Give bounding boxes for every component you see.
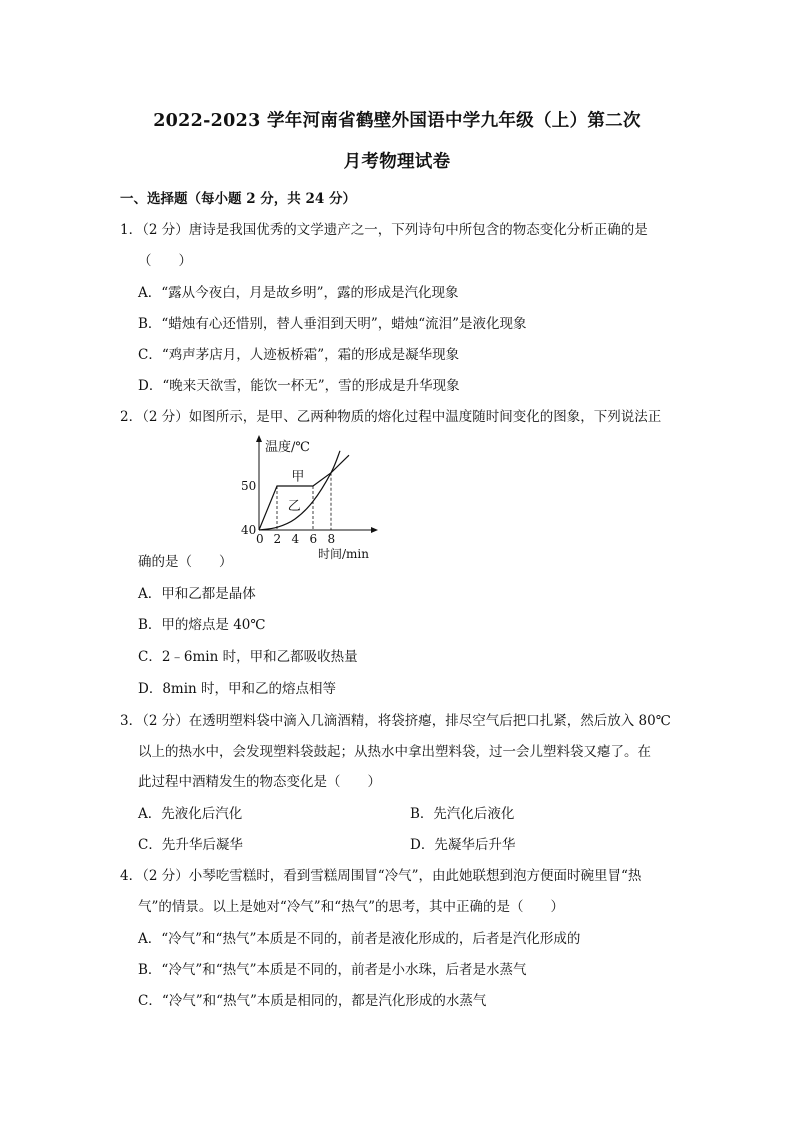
q3-option-b: B．先汽化后液化 bbox=[410, 806, 515, 822]
x-tick-label: 4 bbox=[291, 532, 300, 546]
series-jia-line bbox=[259, 455, 349, 530]
q2-chart bbox=[230, 428, 390, 564]
q4-option-c: C．“冷气”和“热气”本质是相同的，都是汽化形成的水蒸气 bbox=[138, 993, 487, 1009]
q4-option-b: B．“冷气”和“热气”本质是不同的，前者是小水珠，后者是水蒸气 bbox=[138, 962, 527, 978]
series-yi-curve bbox=[259, 451, 340, 530]
q1-option-d: D．“晚来天欲雪，能饮一杯无”，雪的形成是升华现象 bbox=[138, 378, 460, 394]
x-axis-arrow bbox=[371, 527, 378, 533]
q3-option-c: C．先升华后凝华 bbox=[138, 837, 243, 853]
q4-stem-line2: 气”的情景。以上是她对“冷气”和“热气”的思考，其中正确的是（ ） bbox=[138, 899, 565, 915]
q1-option-c: C．“鸡声茅店月，人迹板桥霜”，霜的形成是凝华现象 bbox=[138, 347, 460, 363]
y-axis-arrow bbox=[256, 435, 262, 442]
y-axis-label: 温度/℃ bbox=[265, 440, 310, 455]
q2-option-d: D．8min 时，甲和乙的熔点相等 bbox=[138, 681, 337, 697]
q3-option-a: A．先液化后汽化 bbox=[138, 806, 243, 822]
q3-stem-line1: 3．（2 分）在透明塑料袋中滴入几滴酒精，将袋挤瘪，排尽空气后把口扎紧，然后放入 80℃ bbox=[120, 713, 671, 729]
q2-stem-line1: 2．（2 分）如图所示，是甲、乙两种物质的熔化过程中温度随时间变化的图象，下列说法正 bbox=[120, 409, 662, 425]
q4-stem-line1: 4．（2 分）小琴吃雪糕时，看到雪糕周围冒“冷气”，由此她联想到泡方便面时碗里冒“热 bbox=[120, 868, 642, 884]
y-tick-label: 50 bbox=[241, 479, 257, 493]
series-yi-label: 乙 bbox=[287, 499, 301, 515]
q2-option-c: C．2﹣6min 时，甲和乙都吸收热量 bbox=[138, 649, 358, 665]
page-title-line1: 2022-2023 学年河南省鹤壁外国语中学九年级（上）第二次 bbox=[153, 111, 641, 131]
x-tick-label: 8 bbox=[327, 532, 336, 546]
section-heading: 一、选择题（每小题 2 分，共 24 分） bbox=[120, 191, 356, 207]
x-axis-label: 时间/min bbox=[318, 547, 369, 561]
q2-option-a: A．甲和乙都是晶体 bbox=[138, 586, 256, 602]
q3-stem-line3: 此过程中酒精发生的物态变化是（ ） bbox=[138, 774, 381, 790]
y-tick-label: 40 bbox=[241, 523, 257, 537]
q1-stem-line2: （ ） bbox=[138, 253, 192, 269]
x-tick-label: 0 bbox=[256, 532, 264, 546]
q2-option-b: B．甲的熔点是 40℃ bbox=[138, 617, 266, 633]
q1-option-b: B．“蜡烛有心还惜别，替人垂泪到天明”，蜡烛“流泪”是液化现象 bbox=[138, 316, 527, 332]
q3-stem-line2: 以上的热水中，会发现塑料袋鼓起；从热水中拿出塑料袋，过一会儿塑料袋又瘪了。在 bbox=[138, 744, 651, 760]
series-jia-label: 甲 bbox=[291, 469, 305, 485]
x-tick-label: 2 bbox=[273, 532, 282, 546]
q1-stem-line1: 1．（2 分）唐诗是我国优秀的文学遗产之一，下列诗句中所包含的物态变化分析正确的是 bbox=[120, 222, 648, 238]
q2-stem-line2: 确的是（ ） bbox=[138, 554, 233, 570]
x-tick-label: 6 bbox=[309, 532, 318, 546]
q1-option-a: A．“露从今夜白，月是故乡明”，露的形成是汽化现象 bbox=[138, 285, 459, 301]
q3-option-d: D．先凝华后升华 bbox=[410, 837, 516, 853]
page-title-line2: 月考物理试卷 bbox=[343, 152, 451, 172]
q4-option-a: A．“冷气”和“热气”本质是不同的，前者是液化形成的，后者是汽化形成的 bbox=[138, 931, 581, 947]
